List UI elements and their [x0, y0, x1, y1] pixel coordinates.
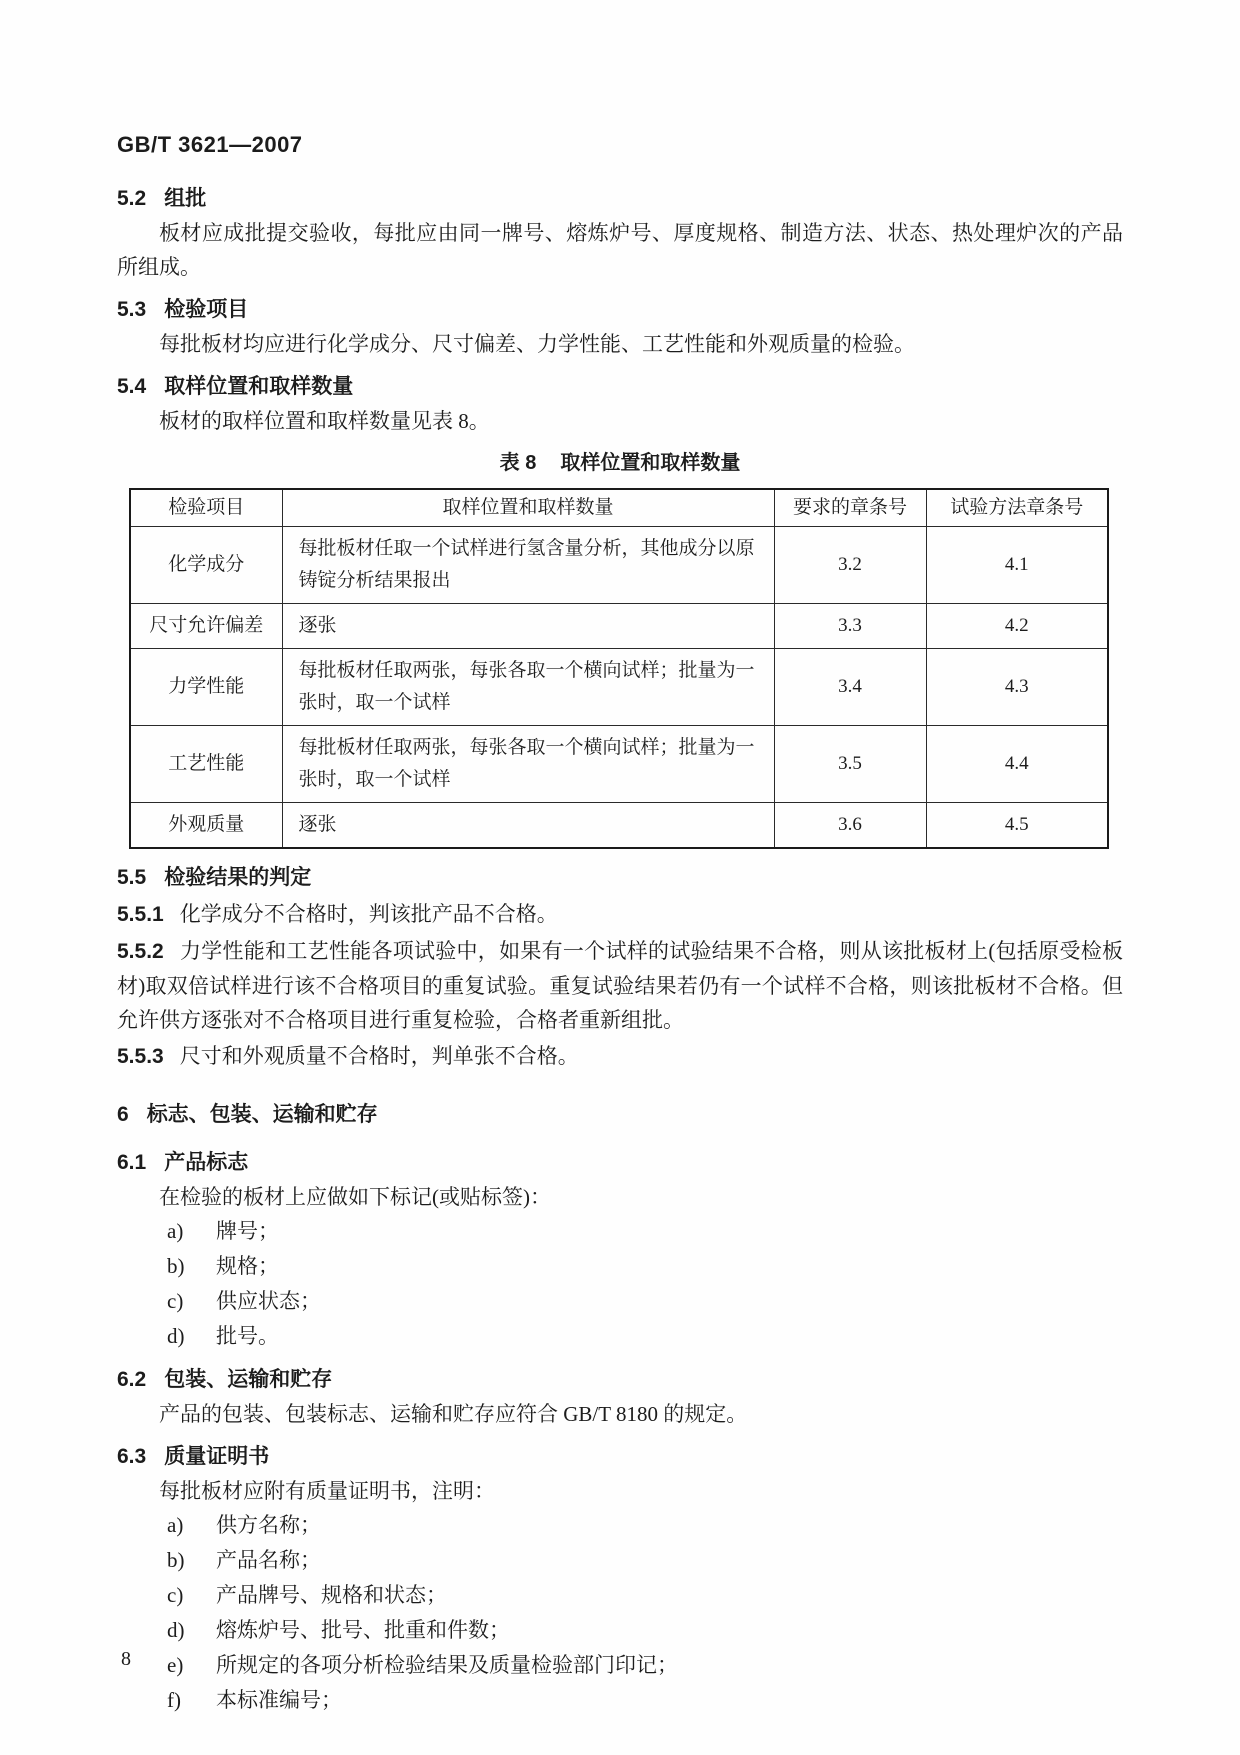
list-item [117, 1319, 1123, 1354]
section-number: 6 [117, 1103, 129, 1126]
section-heading-6-1 [117, 1146, 1123, 1180]
table-cell-item: 化学成分 [130, 527, 282, 604]
table-caption-text: 取样位置和取样数量 [560, 452, 741, 474]
list-item [117, 1214, 1123, 1249]
clause-text: 尺寸和外观质量不合格时，判单张不合格。 [179, 1044, 579, 1068]
list-marker: e) [167, 1653, 184, 1677]
table-cell-test: 4.2 [926, 604, 1108, 649]
list-text: 产品牌号、规格和状态； [216, 1583, 447, 1607]
clause-text: 化学成分不合格时，判该批产品不合格。 [179, 902, 558, 926]
table-cell-item: 力学性能 [130, 649, 282, 726]
list-marker: d) [167, 1618, 185, 1642]
section-heading-5-5 [117, 861, 1123, 895]
table-cell-req: 3.5 [774, 726, 926, 803]
clause-5-5-3 [117, 1039, 1123, 1074]
list-text: 供方名称； [216, 1513, 321, 1537]
table-caption-label: 表 8 [499, 452, 537, 474]
table-cell-method: 每批板材任取一个试样进行氢含量分析，其他成分以原铸锭分析结果报出 [282, 527, 774, 604]
column-header: 试验方法章条号 [926, 489, 1108, 527]
paragraph-6-3: 每批板材应附有质量证明书，注明： [159, 1479, 495, 1503]
list-marker: d) [167, 1324, 185, 1348]
table-cell-method: 逐张 [282, 803, 774, 849]
table-caption [117, 448, 1123, 478]
column-header: 要求的章条号 [774, 489, 926, 527]
column-header: 取样位置和取样数量 [282, 489, 774, 527]
paragraph-5-3: 每批板材均应进行化学成分、尺寸偏差、力学性能、工艺性能和外观质量的检验。 [159, 332, 915, 356]
list-item [117, 1578, 1123, 1613]
table-cell-method: 每批板材任取两张，每张各取一个横向试样；批量为一张时，取一个试样 [282, 649, 774, 726]
clause-5-5-1 [117, 897, 1123, 932]
table-cell-req: 3.4 [774, 649, 926, 726]
list-marker: a) [167, 1513, 184, 1537]
table-cell-test: 4.5 [926, 803, 1108, 849]
paragraph-5-4: 板材的取样位置和取样数量见表 8。 [159, 409, 490, 433]
section-heading-6-2 [117, 1363, 1123, 1397]
clause-number: 5.5.2 [117, 940, 164, 963]
paragraph-5-2: 板材应成批提交验收，每批应由同一牌号、熔炼炉号、厚度规格、制造方法、状态、热处理炉次的产品所组成。 [117, 221, 1123, 279]
table-cell-method: 每批板材任取两张，每张各取一个横向试样；批量为一张时，取一个试样 [282, 726, 774, 803]
section-number: 5.3 [117, 298, 147, 321]
section-title: 组批 [164, 187, 207, 210]
table-cell-req: 3.3 [774, 604, 926, 649]
list-text: 产品名称； [216, 1548, 321, 1572]
section-number: 5.4 [117, 375, 147, 398]
column-header: 检验项目 [130, 489, 282, 527]
section-number: 6.1 [117, 1151, 147, 1174]
list-text: 所规定的各项分析检验结果及质量检验部门印记； [216, 1653, 678, 1677]
table-row [130, 803, 1108, 849]
section-title: 标志、包装、运输和贮存 [146, 1103, 378, 1126]
section-number: 6.3 [117, 1445, 147, 1468]
list-marker: a) [167, 1219, 184, 1243]
clause-number: 5.5.3 [117, 1045, 164, 1068]
table-row [130, 604, 1108, 649]
list-marker: f) [167, 1688, 181, 1712]
list-marker: b) [167, 1254, 185, 1278]
table-row [130, 649, 1108, 726]
section-number: 6.2 [117, 1368, 147, 1391]
section-heading-5-2 [117, 182, 1123, 216]
list-marker: c) [167, 1583, 184, 1607]
clause-number: 5.5.1 [117, 903, 164, 926]
list-item [117, 1683, 1123, 1718]
list-text: 牌号； [216, 1219, 279, 1243]
list-item [117, 1543, 1123, 1578]
section-title: 包装、运输和贮存 [164, 1368, 333, 1391]
section-title: 检验结果的判定 [164, 866, 312, 889]
list-item [117, 1648, 1123, 1683]
table-cell-test: 4.4 [926, 726, 1108, 803]
table-8 [129, 488, 1109, 849]
section-number: 5.5 [117, 866, 147, 889]
page-number: 8 [121, 1648, 131, 1670]
section-title: 产品标志 [164, 1151, 249, 1174]
table-cell-test: 4.1 [926, 527, 1108, 604]
list-item [117, 1613, 1123, 1648]
list-marker: c) [167, 1289, 184, 1313]
list-text: 批号。 [216, 1324, 279, 1348]
standard-number: GB/T 3621—2007 [117, 132, 303, 157]
list-item [117, 1249, 1123, 1284]
section-title: 检验项目 [164, 298, 249, 321]
table-cell-method: 逐张 [282, 604, 774, 649]
section-heading-5-4 [117, 370, 1123, 404]
table-cell-req: 3.6 [774, 803, 926, 849]
list-text: 规格； [216, 1254, 279, 1278]
table-row [130, 726, 1108, 803]
list-item [117, 1284, 1123, 1319]
list-marker: b) [167, 1548, 185, 1572]
table-row [130, 527, 1108, 604]
section-number: 5.2 [117, 187, 147, 210]
table-header-row [130, 489, 1108, 527]
list-text: 熔炼炉号、批号、批重和件数； [216, 1618, 510, 1642]
section-heading-6-3 [117, 1440, 1123, 1474]
table-cell-item: 尺寸允许偏差 [130, 604, 282, 649]
list-text: 本标准编号； [216, 1688, 342, 1712]
paragraph-6-1: 在检验的板材上应做如下标记(或贴标签)： [159, 1185, 551, 1209]
list-item [117, 1508, 1123, 1543]
clause-text: 力学性能和工艺性能各项试验中，如果有一个试样的试验结果不合格，则从该批板材上(包括原受检板材)取双倍试样进行该不合格项目的重复试验。重复试验结果若仍有一个试样不合格，则该批板材不合格。但允许供方逐张对不合格项目进行重复检验，合格者重新组批。 [117, 939, 1123, 1032]
table-cell-item: 工艺性能 [130, 726, 282, 803]
section-title: 质量证明书 [164, 1445, 270, 1468]
table-cell-req: 3.2 [774, 527, 926, 604]
list-text: 供应状态； [216, 1289, 321, 1313]
paragraph-6-2: 产品的包装、包装标志、运输和贮存应符合 GB/T 8180 的规定。 [159, 1402, 748, 1426]
table-cell-item: 外观质量 [130, 803, 282, 849]
chapter-heading-6 [117, 1098, 1123, 1132]
clause-5-5-2 [117, 934, 1123, 1037]
section-title: 取样位置和取样数量 [164, 375, 354, 398]
table-cell-test: 4.3 [926, 649, 1108, 726]
section-heading-5-3 [117, 293, 1123, 327]
